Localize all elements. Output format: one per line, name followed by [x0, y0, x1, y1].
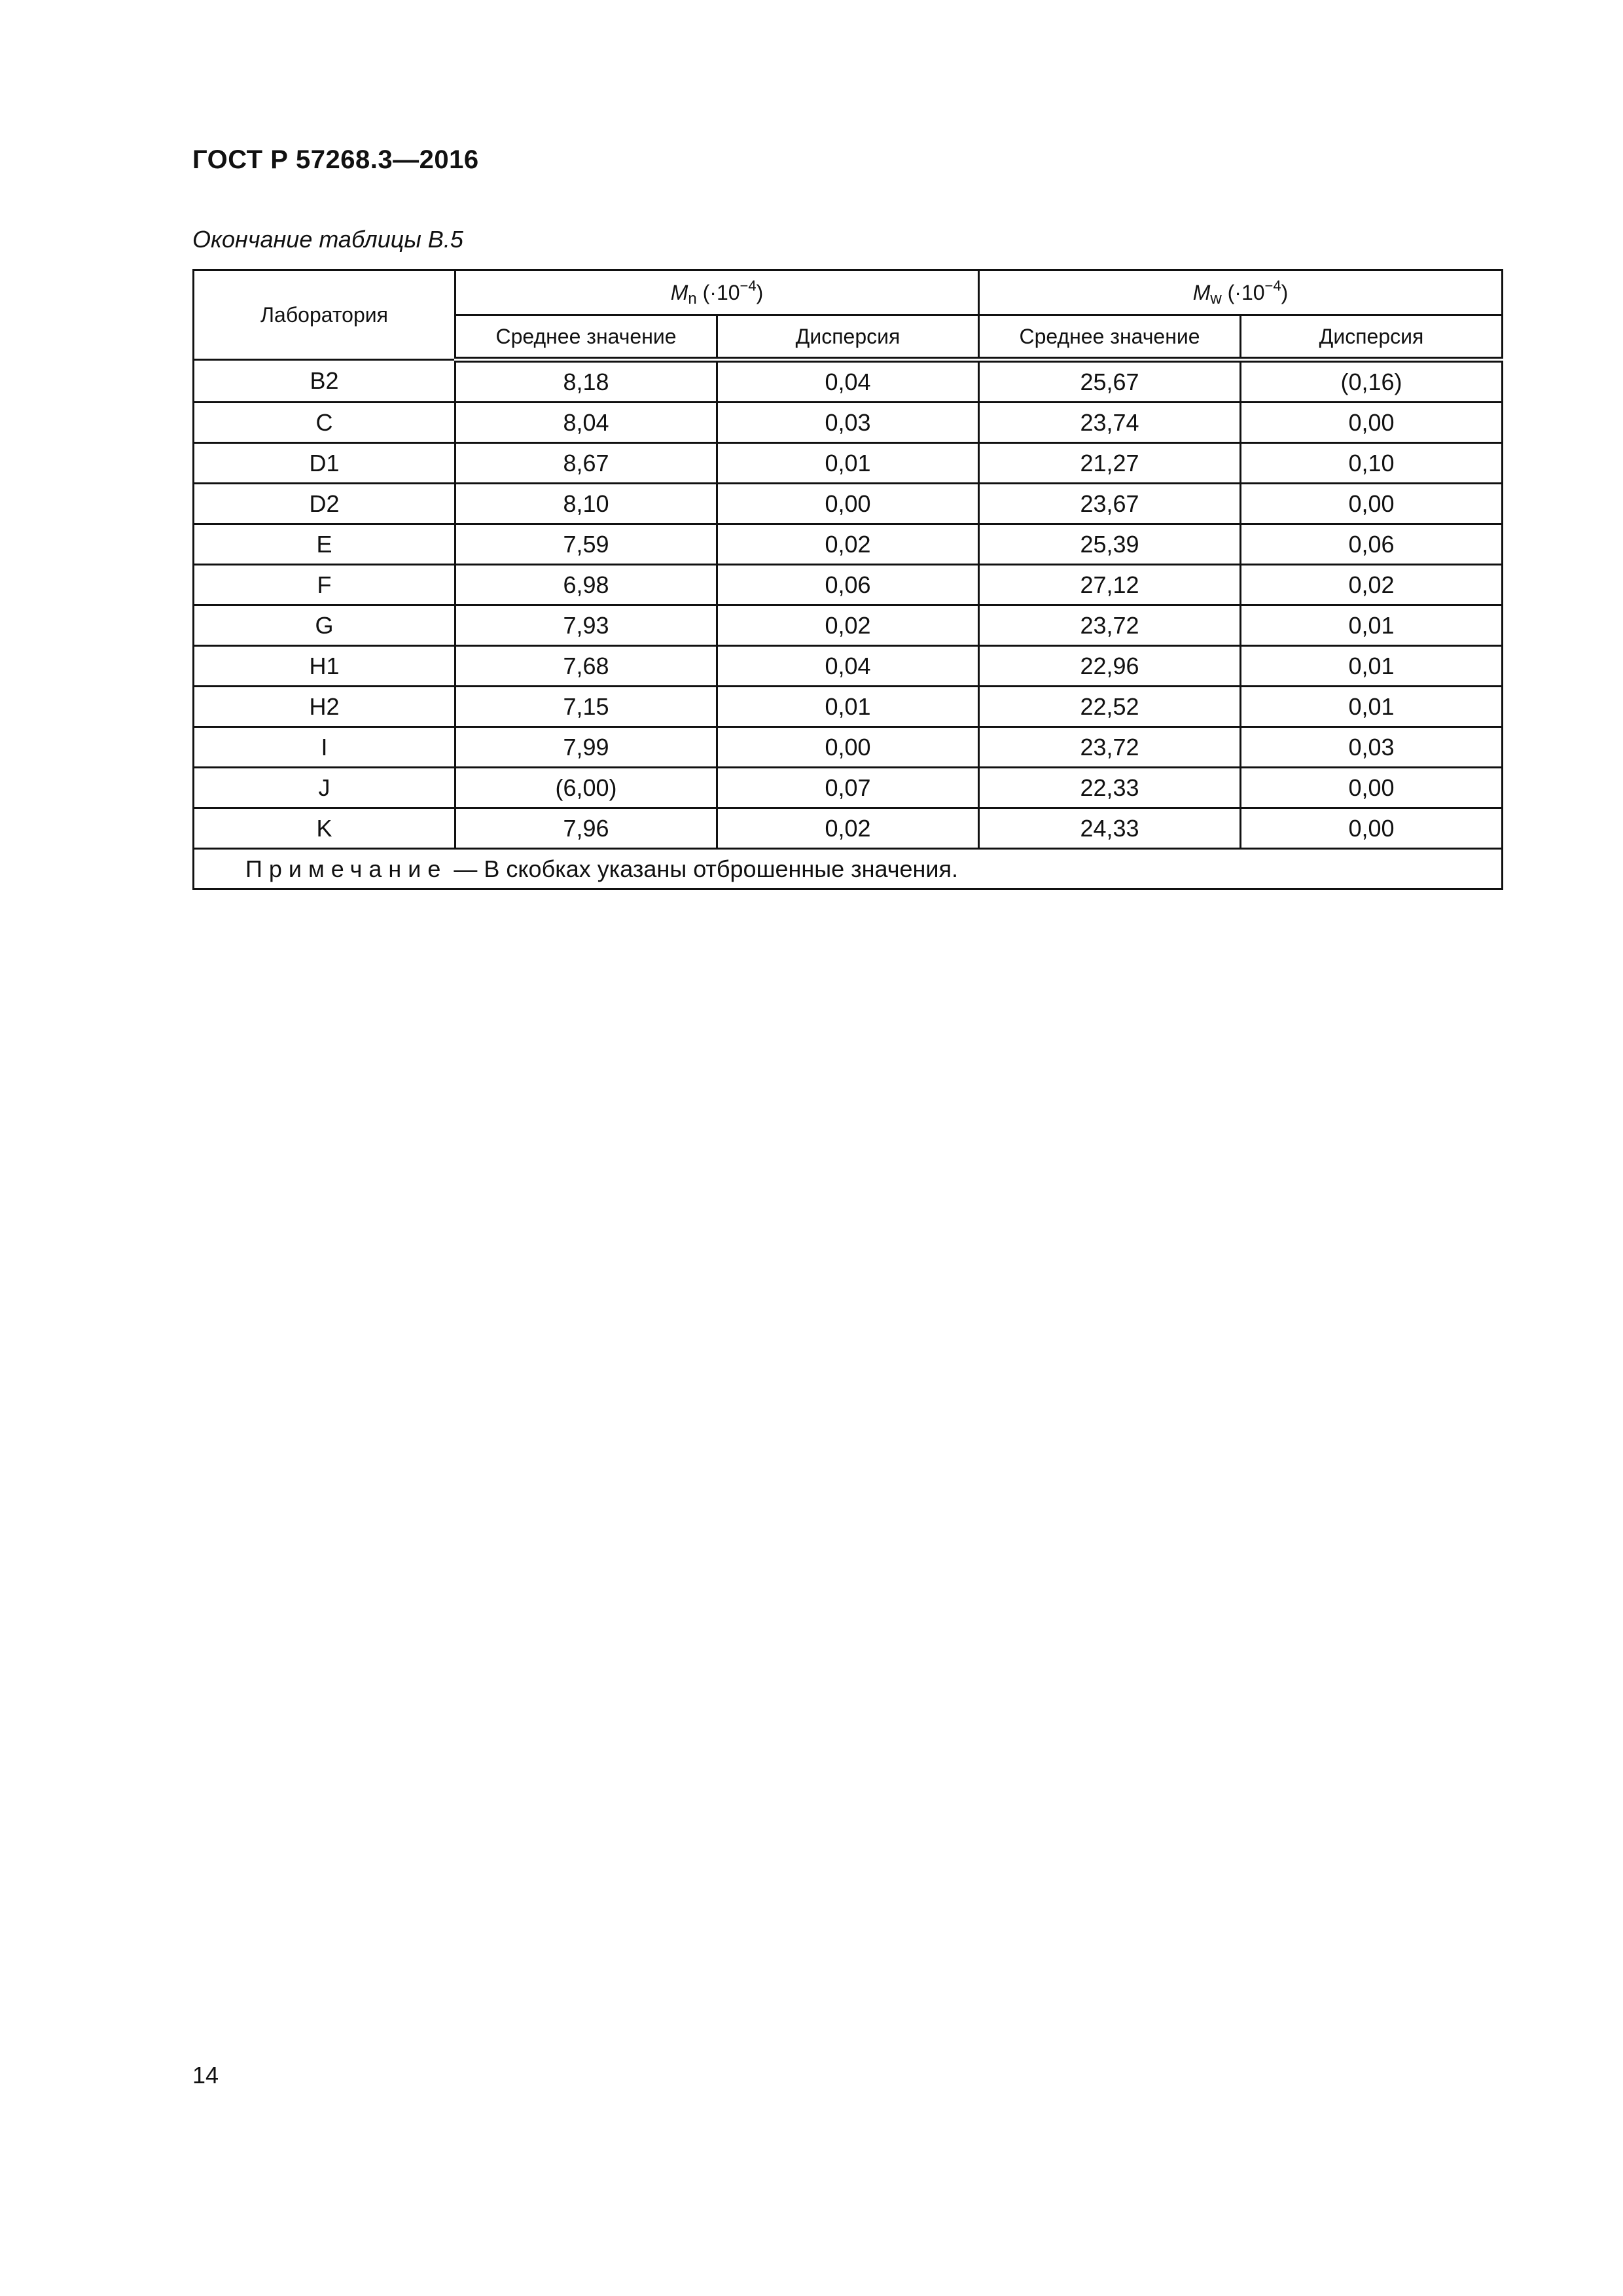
cell-mw-mean: 24,33 — [979, 808, 1241, 849]
mn-symbol: M — [670, 280, 688, 304]
header-laboratory: Лаборатория — [194, 270, 455, 360]
table-body — [194, 360, 1503, 849]
cell-mn-mean: (6,00) — [455, 768, 717, 808]
cell-mn-mean: 8,04 — [455, 403, 717, 443]
cell-mw-mean: 25,67 — [979, 360, 1241, 403]
cell-mn-variance: 0,00 — [717, 727, 979, 768]
table-note — [194, 849, 1503, 889]
cell-mw-variance: 0,02 — [1241, 565, 1503, 605]
header-mn-group — [455, 270, 979, 315]
cell-mw-variance: 0,00 — [1241, 768, 1503, 808]
cell-mw-mean: 22,33 — [979, 768, 1241, 808]
cell-mw-variance: 0,01 — [1241, 646, 1503, 687]
table-row — [194, 687, 1503, 727]
cell-mn-variance: 0,01 — [717, 443, 979, 484]
mw-factor: (·10 — [1221, 280, 1265, 304]
cell-mn-variance: 0,06 — [717, 565, 979, 605]
table-row — [194, 524, 1503, 565]
cell-mw-variance: (0,16) — [1241, 360, 1503, 403]
table-row — [194, 565, 1503, 605]
cell-mn-mean: 7,59 — [455, 524, 717, 565]
mw-exponent: −4 — [1264, 277, 1281, 294]
cell-mw-variance: 0,06 — [1241, 524, 1503, 565]
page-number: 14 — [192, 2062, 219, 2089]
table-row — [194, 727, 1503, 768]
table-row — [194, 646, 1503, 687]
table-row — [194, 360, 1503, 403]
cell-mn-variance: 0,02 — [717, 605, 979, 646]
cell-laboratory: H1 — [194, 646, 455, 687]
cell-laboratory: E — [194, 524, 455, 565]
cell-laboratory: H2 — [194, 687, 455, 727]
mn-subscript: n — [688, 289, 697, 308]
table-row — [194, 403, 1503, 443]
cell-mn-mean: 7,68 — [455, 646, 717, 687]
cell-mn-mean: 7,93 — [455, 605, 717, 646]
cell-mw-mean: 23,72 — [979, 605, 1241, 646]
cell-mw-mean: 23,67 — [979, 484, 1241, 524]
cell-mn-mean: 8,67 — [455, 443, 717, 484]
table-row — [194, 443, 1503, 484]
cell-laboratory: B2 — [194, 360, 455, 403]
table-row — [194, 808, 1503, 849]
cell-mn-mean: 7,96 — [455, 808, 717, 849]
cell-mw-mean: 27,12 — [979, 565, 1241, 605]
header-mw-group — [979, 270, 1503, 315]
mw-subscript: w — [1210, 289, 1222, 308]
cell-mn-variance: 0,02 — [717, 808, 979, 849]
cell-laboratory: D1 — [194, 443, 455, 484]
cell-laboratory: J — [194, 768, 455, 808]
cell-mw-mean: 22,52 — [979, 687, 1241, 727]
cell-mw-mean: 22,96 — [979, 646, 1241, 687]
cell-mn-variance: 0,02 — [717, 524, 979, 565]
cell-mn-mean: 8,10 — [455, 484, 717, 524]
header-mn-variance: Дисперсия — [717, 315, 979, 360]
cell-mw-variance: 0,10 — [1241, 443, 1503, 484]
cell-laboratory: F — [194, 565, 455, 605]
note-label: Примечание — [245, 855, 448, 882]
mn-factor: (·10 — [696, 280, 740, 304]
table-row — [194, 605, 1503, 646]
cell-laboratory: K — [194, 808, 455, 849]
cell-mw-variance: 0,03 — [1241, 727, 1503, 768]
cell-mw-mean: 23,74 — [979, 403, 1241, 443]
cell-laboratory: I — [194, 727, 455, 768]
mw-close: ) — [1281, 280, 1289, 304]
cell-mn-mean: 8,18 — [455, 360, 717, 403]
note-text: — В скобках указаны отброшенные значения. — [447, 855, 959, 882]
table-header-row — [194, 270, 1503, 315]
header-mw-mean: Среднее значение — [979, 315, 1241, 360]
cell-mn-mean: 7,99 — [455, 727, 717, 768]
mn-close: ) — [756, 280, 764, 304]
cell-mw-variance: 0,00 — [1241, 403, 1503, 443]
cell-mn-mean: 7,15 — [455, 687, 717, 727]
cell-mw-mean: 23,72 — [979, 727, 1241, 768]
table-caption: Окончание таблицы В.5 — [192, 226, 463, 253]
cell-mw-variance: 0,01 — [1241, 605, 1503, 646]
cell-mw-variance: 0,00 — [1241, 808, 1503, 849]
cell-mn-mean: 6,98 — [455, 565, 717, 605]
mw-symbol: M — [1192, 280, 1211, 304]
cell-mn-variance: 0,04 — [717, 646, 979, 687]
cell-mw-variance: 0,00 — [1241, 484, 1503, 524]
cell-laboratory: D2 — [194, 484, 455, 524]
cell-laboratory: G — [194, 605, 455, 646]
cell-mn-variance: 0,00 — [717, 484, 979, 524]
header-mn-mean: Среднее значение — [455, 315, 717, 360]
cell-mw-mean: 21,27 — [979, 443, 1241, 484]
cell-mw-mean: 25,39 — [979, 524, 1241, 565]
table-row — [194, 484, 1503, 524]
cell-mn-variance: 0,04 — [717, 360, 979, 403]
header-mw-variance: Дисперсия — [1241, 315, 1503, 360]
table-row — [194, 768, 1503, 808]
note-row — [194, 849, 1503, 889]
results-table — [192, 269, 1503, 890]
cell-laboratory: C — [194, 403, 455, 443]
cell-mn-variance: 0,03 — [717, 403, 979, 443]
cell-mn-variance: 0,07 — [717, 768, 979, 808]
cell-mn-variance: 0,01 — [717, 687, 979, 727]
document-id: ГОСТ Р 57268.3—2016 — [192, 145, 479, 174]
mn-exponent: −4 — [740, 277, 757, 294]
cell-mw-variance: 0,01 — [1241, 687, 1503, 727]
